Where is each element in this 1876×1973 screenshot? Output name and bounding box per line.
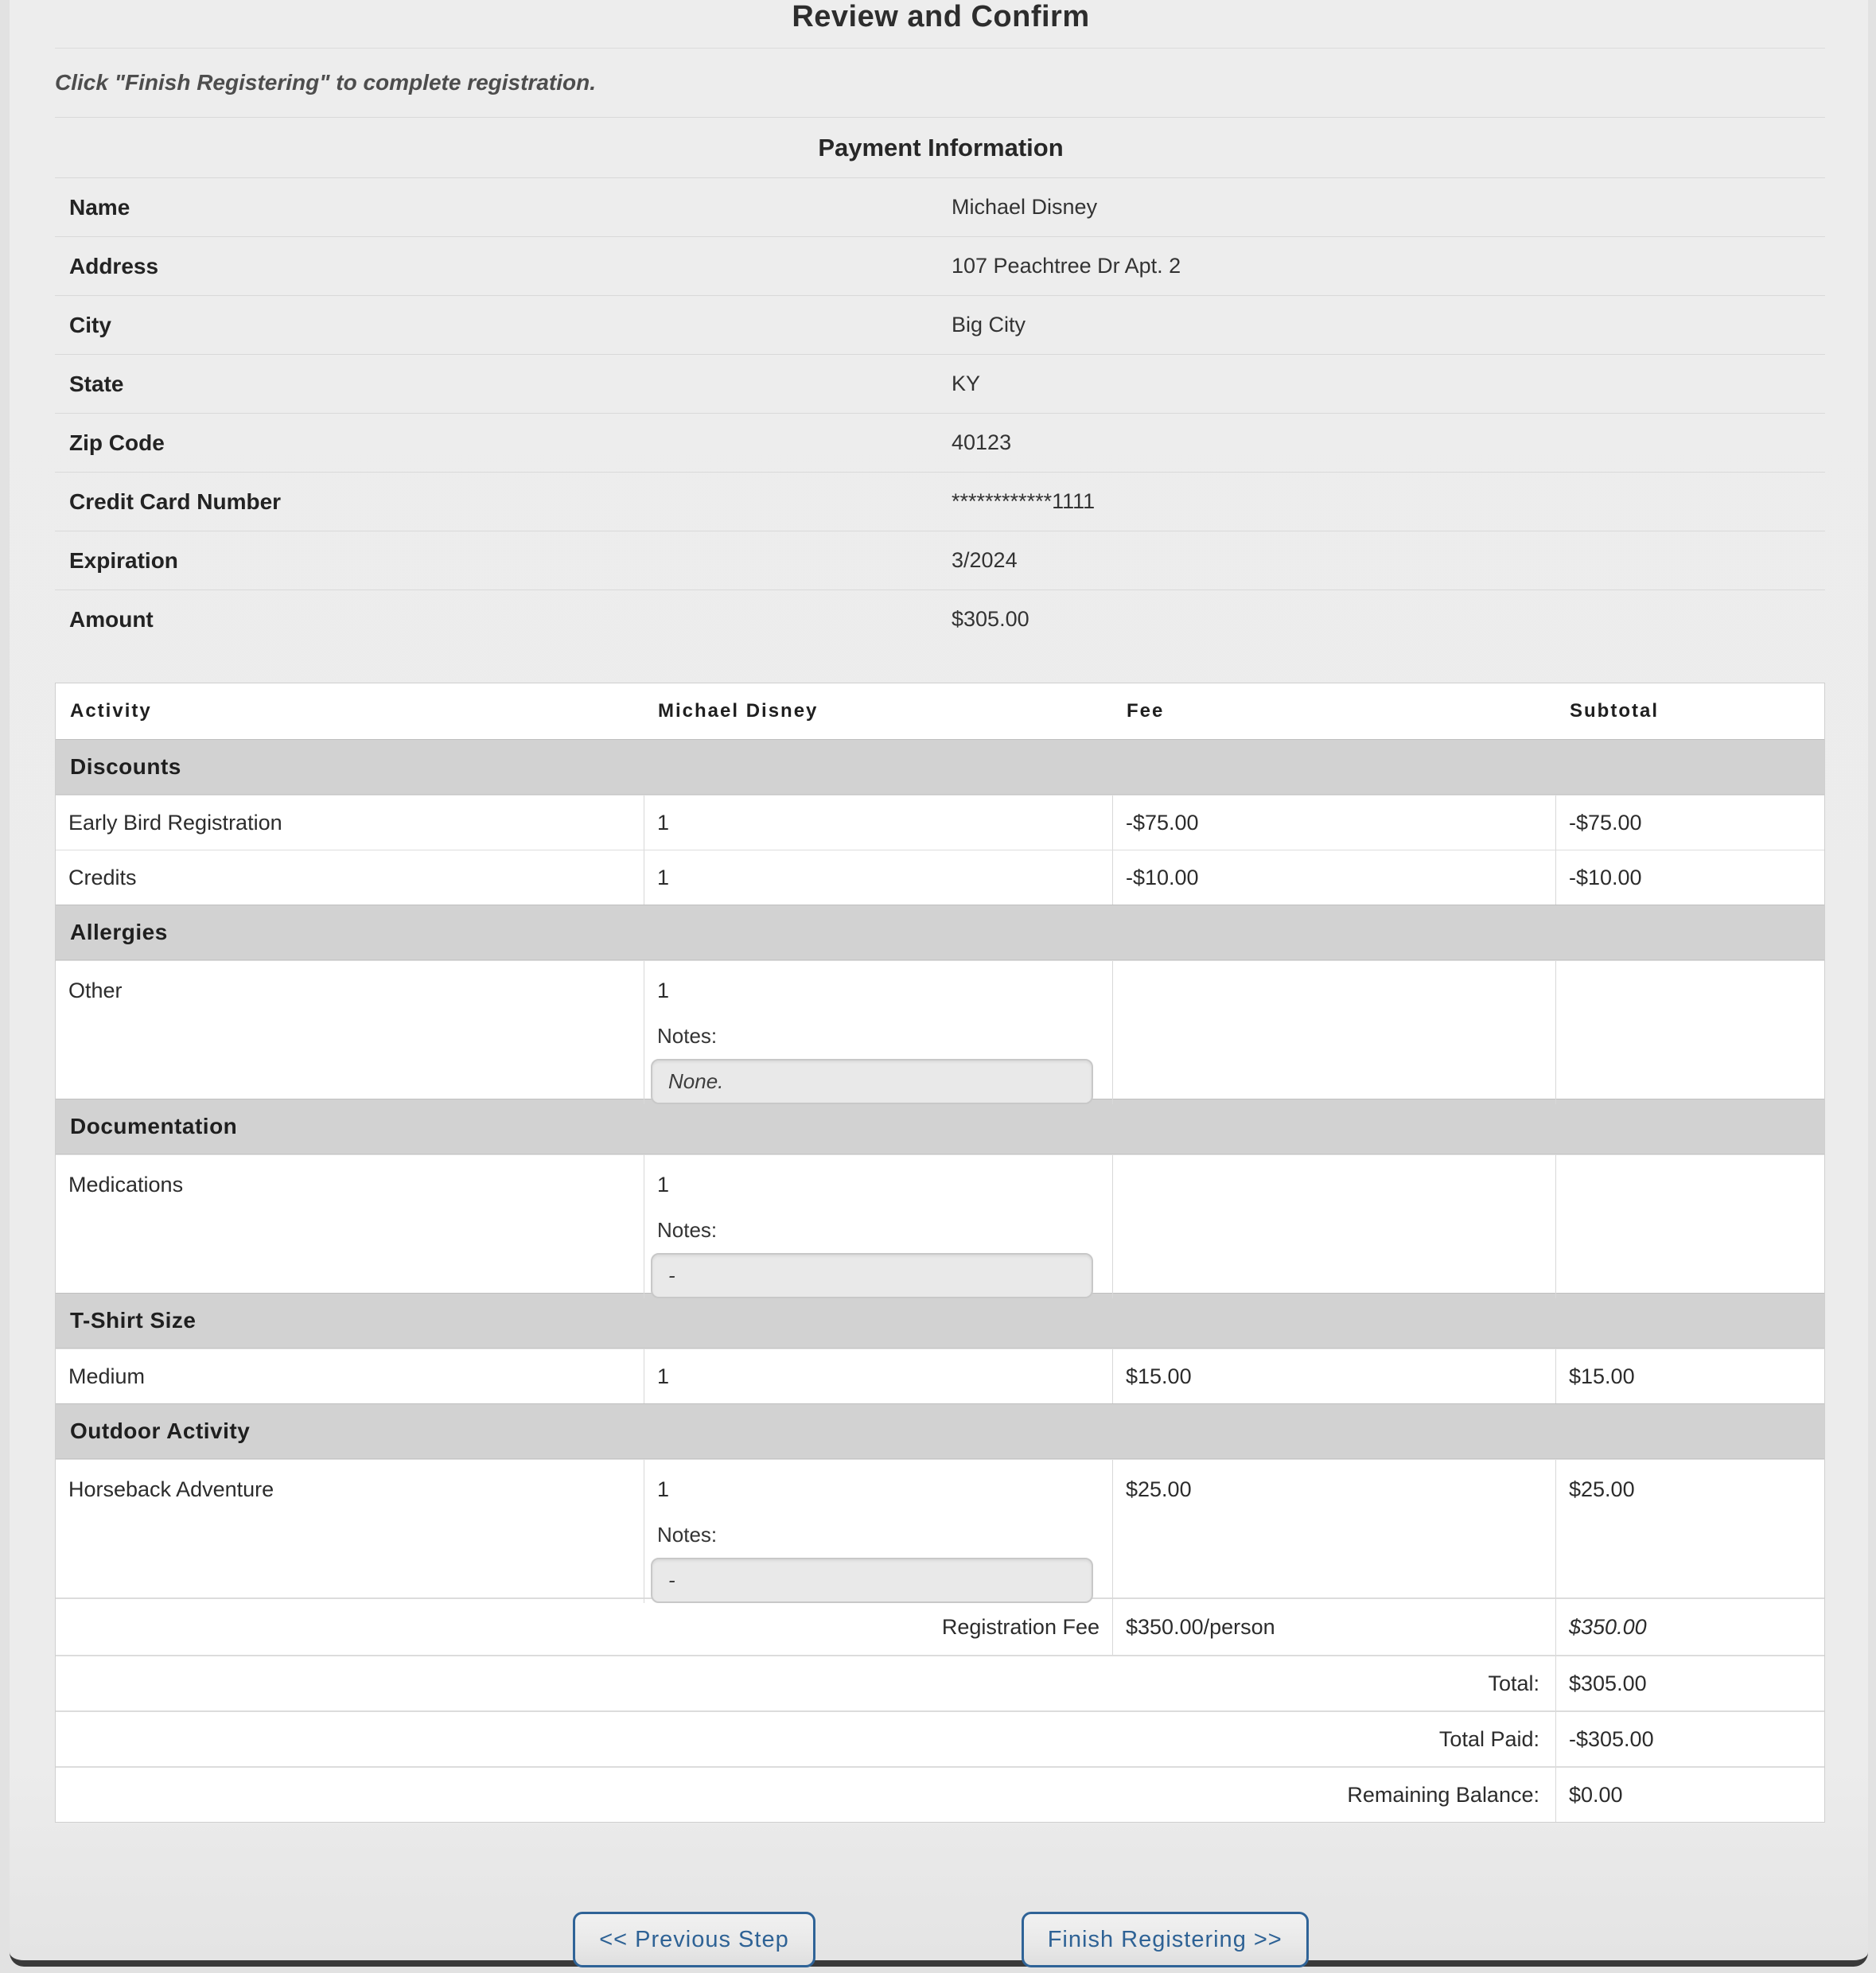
- fee-cell: $15.00: [1112, 1349, 1555, 1403]
- payment-value: KY: [952, 372, 981, 395]
- payment-row-credit-card: [55, 472, 1825, 531]
- quantity-value: 1: [657, 1173, 670, 1197]
- table-row-credits: [56, 850, 1824, 905]
- activity-table: [55, 683, 1825, 1823]
- payment-value: 3/2024: [952, 548, 1018, 572]
- quantity-notes-cell: [644, 1460, 1112, 1603]
- payment-label: Credit Card Number: [69, 488, 282, 514]
- quantity-value: 1: [657, 1477, 670, 1501]
- fee-cell: -$75.00: [1112, 796, 1555, 850]
- table-header-activity: Activity: [70, 700, 152, 722]
- payment-value: Michael Disney: [952, 195, 1098, 219]
- registration-fee-row: [56, 1597, 1824, 1655]
- page-panel: [10, 0, 1868, 1967]
- finish-registering-button[interactable]: Finish Registering >>: [1022, 1912, 1309, 1967]
- quantity-cell: 1: [644, 1349, 1112, 1403]
- fee-cell: [1112, 961, 1555, 1104]
- subtotal-cell: $15.00: [1555, 1349, 1824, 1403]
- payment-row-name: [55, 177, 1825, 236]
- total-value: $305.00: [1555, 1656, 1824, 1710]
- subtotal-cell: [1555, 1155, 1824, 1298]
- remaining-balance-row: [56, 1766, 1824, 1822]
- table-header-row: [56, 683, 1824, 739]
- table-row-medium: [56, 1348, 1824, 1403]
- payment-value: 40123: [952, 430, 1012, 454]
- payment-row-city: [55, 295, 1825, 354]
- total-paid-row: [56, 1710, 1824, 1766]
- payment-info-table: [55, 177, 1825, 648]
- subtotal-cell: -$75.00: [1555, 796, 1824, 850]
- payment-row-address: [55, 236, 1825, 295]
- table-header-fee: Fee: [1127, 700, 1165, 722]
- payment-value: Big City: [952, 313, 1026, 337]
- total-paid-value: -$305.00: [1555, 1712, 1824, 1766]
- payment-label: Name: [69, 194, 130, 220]
- divider: [55, 48, 1825, 49]
- payment-value: $305.00: [952, 607, 1029, 631]
- notes-label: Notes:: [657, 1218, 718, 1242]
- activity-cell: Medications: [68, 1173, 184, 1197]
- total-label: Total:: [1488, 1671, 1539, 1695]
- quantity-cell: 1: [644, 850, 1112, 905]
- table-header-subtotal: Subtotal: [1570, 700, 1659, 722]
- payment-label: Address: [69, 253, 159, 278]
- fee-cell: [1112, 1155, 1555, 1298]
- fee-cell: -$10.00: [1112, 850, 1555, 905]
- payment-row-zip: [55, 413, 1825, 472]
- payment-value: ************1111: [952, 489, 1096, 513]
- payment-info-heading: Payment Information: [818, 134, 1064, 161]
- notes-textarea[interactable]: -: [651, 1253, 1093, 1298]
- activity-cell: Early Bird Registration: [68, 810, 282, 835]
- quantity-cell: 1: [644, 796, 1112, 850]
- subtotal-cell: [1555, 961, 1824, 1104]
- fee-cell: $25.00: [1112, 1460, 1555, 1603]
- notes-textarea[interactable]: None.: [651, 1059, 1093, 1104]
- table-row-medications: [56, 1154, 1824, 1293]
- payment-label: Amount: [69, 606, 154, 632]
- subtotal-cell: $25.00: [1555, 1460, 1824, 1603]
- subtotal-cell: -$10.00: [1555, 850, 1824, 905]
- payment-label: Expiration: [69, 547, 178, 573]
- section-header-discounts: Discounts: [56, 739, 1824, 795]
- table-row-early-bird: [56, 795, 1824, 850]
- registration-fee-value: $350.00/person: [1112, 1599, 1555, 1655]
- previous-step-button[interactable]: << Previous Step: [573, 1912, 815, 1967]
- instruction-text: Click "Finish Registering" to complete registration.: [55, 70, 596, 95]
- notes-label: Notes:: [657, 1024, 718, 1048]
- total-paid-label: Total Paid:: [1438, 1726, 1539, 1751]
- payment-label: City: [69, 312, 111, 337]
- table-row-horseback-adventure: [56, 1459, 1824, 1597]
- wizard-footer: [55, 1912, 1827, 1967]
- payment-value: 107 Peachtree Dr Apt. 2: [952, 254, 1181, 278]
- payment-row-amount: [55, 590, 1825, 648]
- payment-row-expiration: [55, 531, 1825, 590]
- remaining-balance-value: $0.00: [1555, 1768, 1824, 1822]
- section-header-allergies: Allergies: [56, 905, 1824, 960]
- quantity-notes-cell: [644, 961, 1112, 1104]
- activity-cell: Credits: [68, 865, 137, 889]
- registration-fee-label: Registration Fee: [941, 1614, 1100, 1639]
- total-row: [56, 1655, 1824, 1710]
- section-header-outdoor-activity: Outdoor Activity: [56, 1403, 1824, 1459]
- remaining-balance-label: Remaining Balance:: [1347, 1782, 1539, 1807]
- activity-cell: Medium: [68, 1364, 146, 1388]
- table-row-other-allergy: [56, 960, 1824, 1099]
- divider: [55, 117, 1825, 118]
- activity-cell: Other: [68, 979, 123, 1002]
- notes-label: Notes:: [657, 1523, 718, 1547]
- section-header-documentation: Documentation: [56, 1099, 1824, 1154]
- table-header-attendee: Michael Disney: [658, 700, 819, 722]
- notes-textarea[interactable]: -: [651, 1558, 1093, 1603]
- quantity-value: 1: [657, 979, 670, 1002]
- payment-label: Zip Code: [69, 430, 165, 455]
- section-header-tshirt-size: T-Shirt Size: [56, 1293, 1824, 1348]
- page-title: Review and Confirm: [792, 0, 1090, 33]
- payment-label: State: [69, 371, 124, 396]
- payment-row-state: [55, 354, 1825, 413]
- registration-fee-subtotal: $350.00: [1555, 1599, 1824, 1655]
- quantity-notes-cell: [644, 1155, 1112, 1298]
- activity-cell: Horseback Adventure: [68, 1477, 274, 1501]
